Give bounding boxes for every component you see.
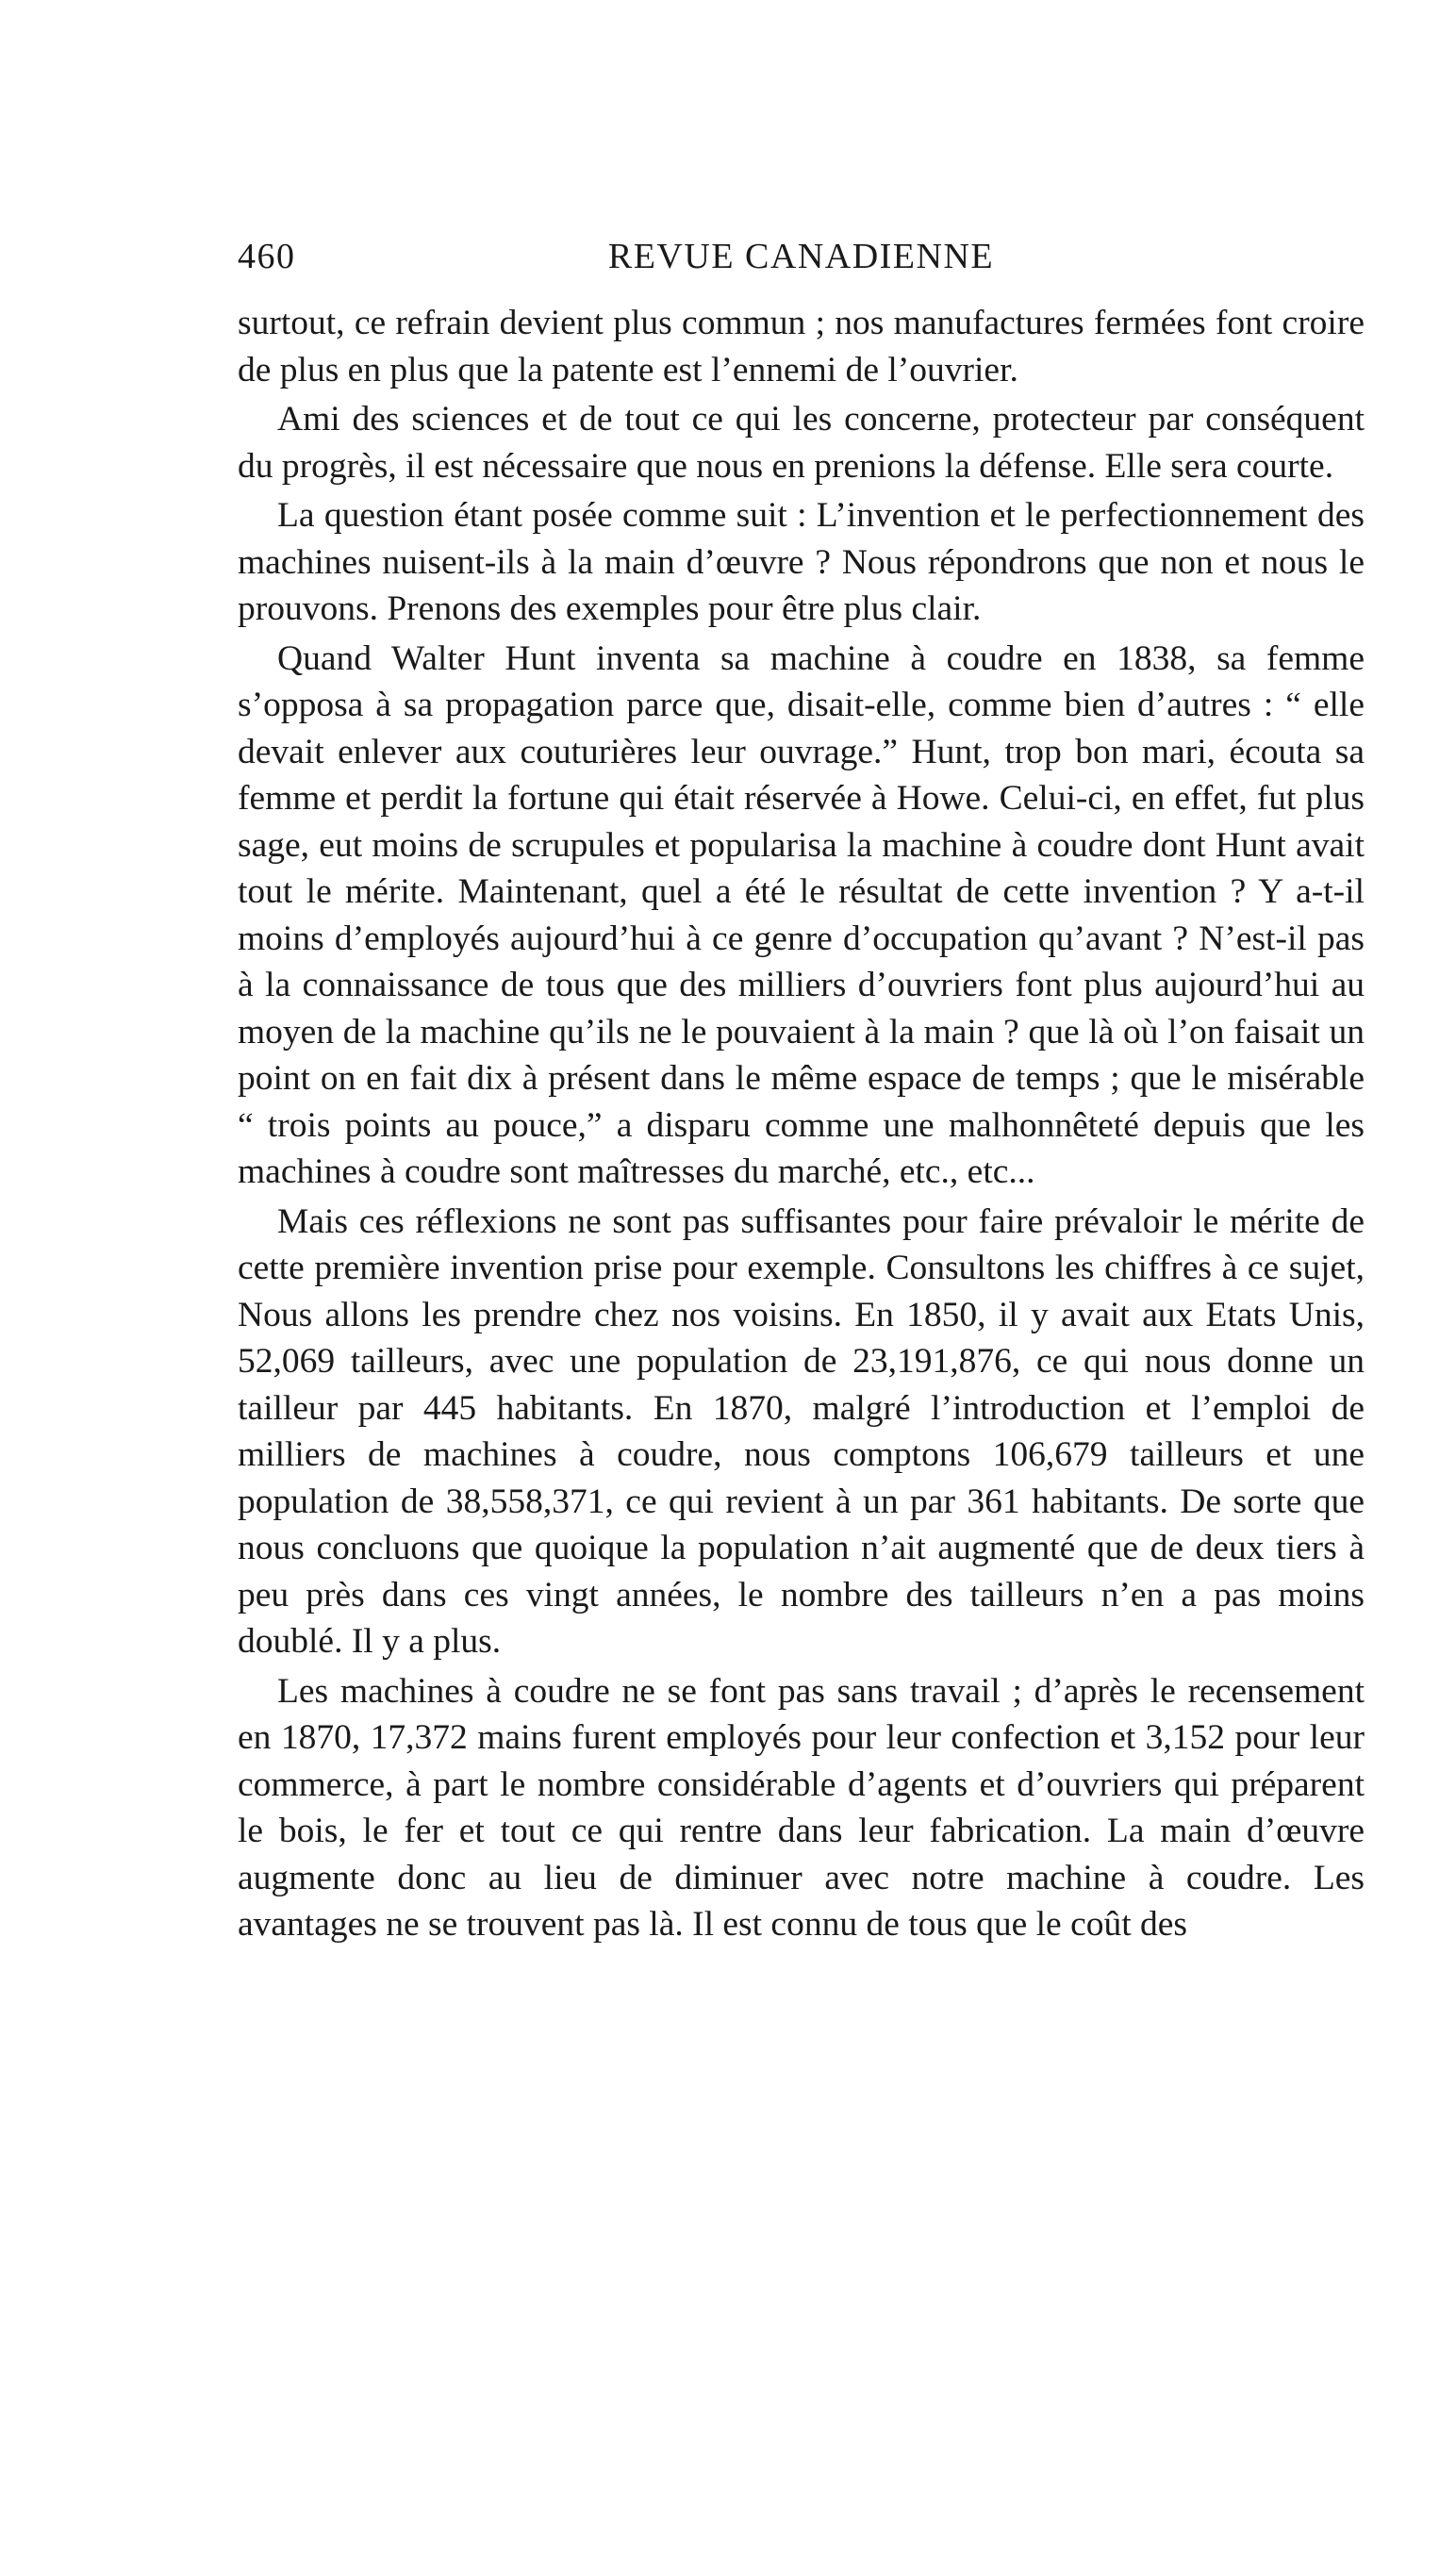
paragraph: La question étant posée comme suit : L’invention et le perfectionnement des machines nuisent-ils à la main d’œuvre ? Nous répondrons que non et nous le prouvons. Prenons des exemples pour être plus clair. <box>238 496 1365 628</box>
paragraph: Quand Walter Hunt inventa sa machine à coudre en 1838, sa femme s’opposa à sa propagation parce que, disait-elle, comme bien d’autres : “ elle devait enlever aux couturières leur ouvrage.” Hunt, trop bon mari, écouta sa femme et perdit la fortune qui était réservée à Howe. Celui-ci, en effet, fut plus sage, eut moins de scrupules et popularisa la machine à coudre dont Hunt avait tout le mérite. Maintenant, quel a été le résultat de cette invention ? Y a-t-il moins d’employés aujourd’hui à ce genre d’occupation qu’avant ? N’est-il pas à la connaissance de tous que des milliers d’ouvriers font plus aujourd’hui au moyen de la machine qu’ils ne le pouvaient à la main ? que là où l’on faisait un point on en fait dix à présent dans le même espace de temps ; que le misérable “ trois points au pouce,” a disparu comme une malhonnêteté depuis que les machines à coudre sont maîtresses du marché, etc., etc... <box>238 638 1365 1191</box>
paragraph: Ami des sciences et de tout ce qui les concerne, protecteur par conséquent du progrès, il est nécessaire que nous en prenions la défense. Elle sera courte. <box>238 400 1365 486</box>
paragraph: Les machines à coudre ne se font pas sans travail ; d’après le recensement en 1870, 17,372 mains furent employés pour leur confection et 3,152 pour leur commerce, à part le nombre considérable d’agents et d’ouvriers qui préparent le bois, le fer et tout ce qui rentre dans leur fabrication. La main d’œuvre augmente donc au lieu de diminuer avec notre machine à coudre. Les avantages ne se trouvent pas là. Il est connu de tous que le coût des <box>238 1671 1365 1944</box>
page-number: 460 <box>238 237 296 276</box>
book-page <box>238 236 1365 1951</box>
paragraph: Mais ces réflexions ne sont pas suffisantes pour faire prévaloir le mérite de cette première invention prise pour exemple. Consultons les chiffres à ce sujet, Nous allons les prendre chez nos voisins. En 1850, il y avait aux Etats Unis, 52,069 tailleurs, avec une population de 23,191,876, ce qui nous donne un tailleur par 445 habitants. En 1870, malgré l’introduction et l’emploi de milliers de machines à coudre, nous comptons 106,679 tailleurs et une population de 38,558,371, ce qui revient à un par 361 habitants. De sorte que nous concluons que quoique la population n’ait augmenté que de deux tiers à peu près dans ces vingt années, le nombre des tailleurs n’en a pas moins doublé. Il y a plus. <box>238 1201 1365 1661</box>
paragraph-continued: surtout, ce refrain devient plus commun ; nos manufactures fermées font croire de plus en plus que la patente est l’ennemi de l’ouvrier. <box>238 304 1365 389</box>
journal-title: REVUE CANADIENNE <box>607 237 995 276</box>
running-head <box>238 236 1365 292</box>
body-text <box>238 300 1365 1948</box>
